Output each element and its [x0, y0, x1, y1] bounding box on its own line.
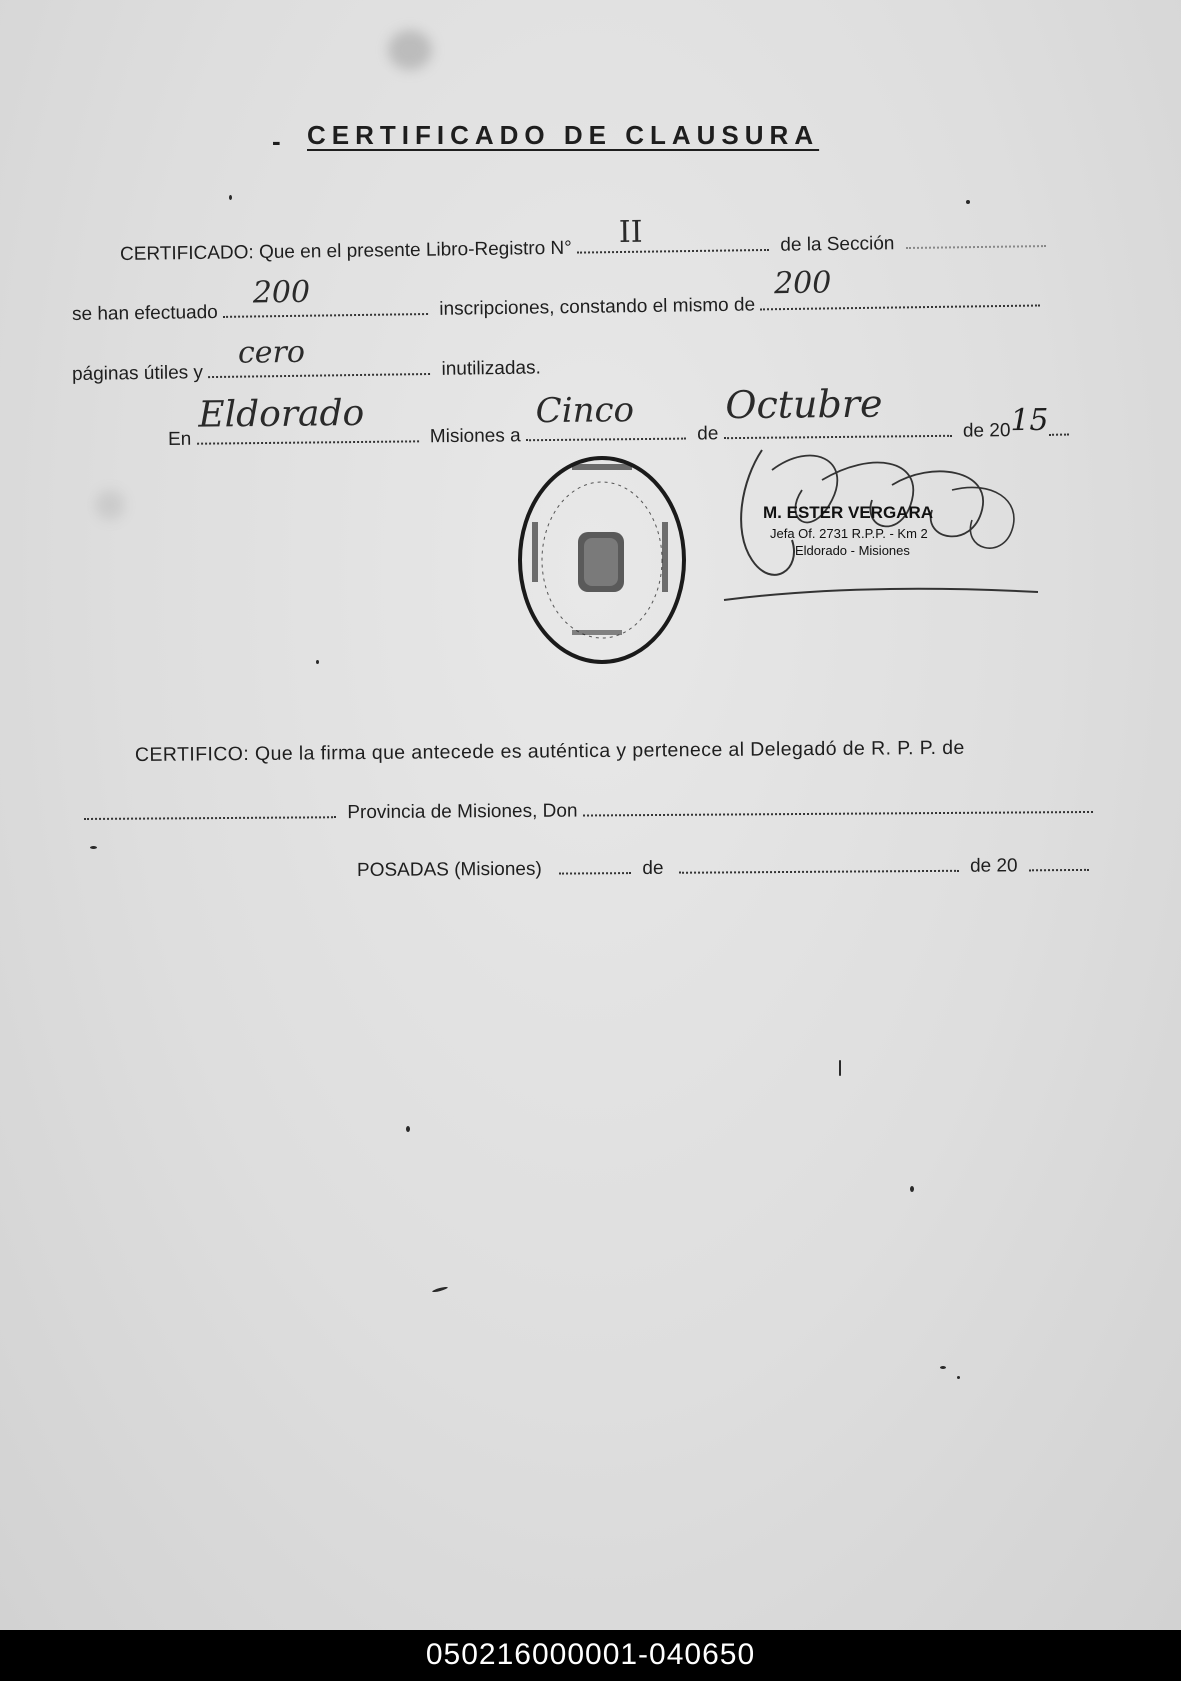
line-libro-registro	[119, 214, 1046, 266]
line2-prefix: se han efectuado	[71, 301, 218, 325]
line3-prefix: páginas útiles y	[71, 362, 204, 385]
seccion-label: de la Sección	[780, 233, 895, 256]
registro-number-field	[577, 214, 769, 254]
paginas-field	[760, 265, 1040, 310]
cert-de-label: de	[642, 857, 664, 880]
year-handwritten: 15	[1010, 402, 1049, 439]
delegado-name-field	[583, 793, 1093, 817]
oval-seal	[512, 452, 692, 668]
scan-speck	[966, 200, 970, 204]
cert-day-field	[559, 854, 631, 875]
inutilizadas-field	[208, 334, 430, 378]
seal-emblem	[578, 532, 624, 592]
seccion-redacted	[906, 235, 1046, 249]
en-label: En	[167, 428, 192, 450]
signatory-name: M. ESTER VERGARA	[763, 503, 934, 522]
certification-line2	[84, 793, 1093, 826]
scan-speck	[229, 195, 232, 200]
cert-year-label: de 20	[969, 855, 1018, 877]
certification-line3	[357, 851, 1089, 882]
scan-smudge	[388, 30, 432, 70]
signatory-role: Jefa Of. 2731 R.P.P. - Km 2	[770, 526, 928, 541]
posadas-label: POSADAS (Misiones)	[356, 858, 542, 881]
de-label: de	[697, 423, 719, 445]
cert-year-field	[1029, 851, 1089, 871]
scan-speck	[910, 1186, 914, 1192]
inutilizadas-handwritten: cero	[237, 334, 306, 371]
delegado-place-field	[84, 798, 336, 820]
document-title: CERTIFICADO DE CLAUSURA	[307, 120, 820, 150]
scan-speck	[316, 660, 319, 664]
cert-month-field	[679, 852, 959, 874]
document-id: 050216000001-040650	[425, 1638, 756, 1671]
provincia-label: Provincia de Misiones, Don	[347, 800, 578, 824]
signatory-place: Eldorado - Misiones	[795, 543, 910, 558]
line-inutilizadas	[71, 334, 541, 386]
scan-speck	[940, 1366, 946, 1369]
scan-footer-bar	[0, 1630, 1181, 1681]
line2-mid: inscripciones, constando el mismo de	[439, 294, 756, 320]
scan-speck	[957, 1376, 960, 1379]
place-field	[196, 392, 418, 444]
line-inscripciones	[71, 265, 1041, 326]
year-dots	[1048, 416, 1068, 436]
scan-speck	[90, 846, 97, 849]
inscripciones-field	[223, 274, 428, 318]
day-handwritten: Cinco	[535, 390, 635, 432]
scan-speck	[406, 1126, 410, 1132]
line3-suffix: inutilizadas.	[441, 357, 541, 380]
month-handwritten: Octubre	[725, 381, 883, 428]
month-field	[723, 381, 951, 439]
inscripciones-handwritten: 200	[252, 274, 311, 311]
year-prefix: de 20	[962, 420, 1011, 442]
line1-prefix: CERTIFICADO: Que en el presente Libro-Registro N°	[119, 237, 572, 265]
title-dash: -	[272, 126, 281, 156]
place-handwritten: Eldorado	[198, 392, 365, 436]
scan-speck	[432, 1286, 448, 1293]
certification-line1: CERTIFICO: Que la firma que antecede es auténtica y pertenece al Delegadó de R. P. P. de	[134, 736, 965, 766]
day-field	[526, 390, 686, 442]
paginas-handwritten: 200	[773, 265, 832, 302]
scan-speck	[839, 1060, 841, 1076]
scan-smudge	[95, 490, 125, 520]
misiones-label: Misiones a	[429, 425, 521, 448]
registro-number-handwritten: II	[618, 214, 643, 251]
